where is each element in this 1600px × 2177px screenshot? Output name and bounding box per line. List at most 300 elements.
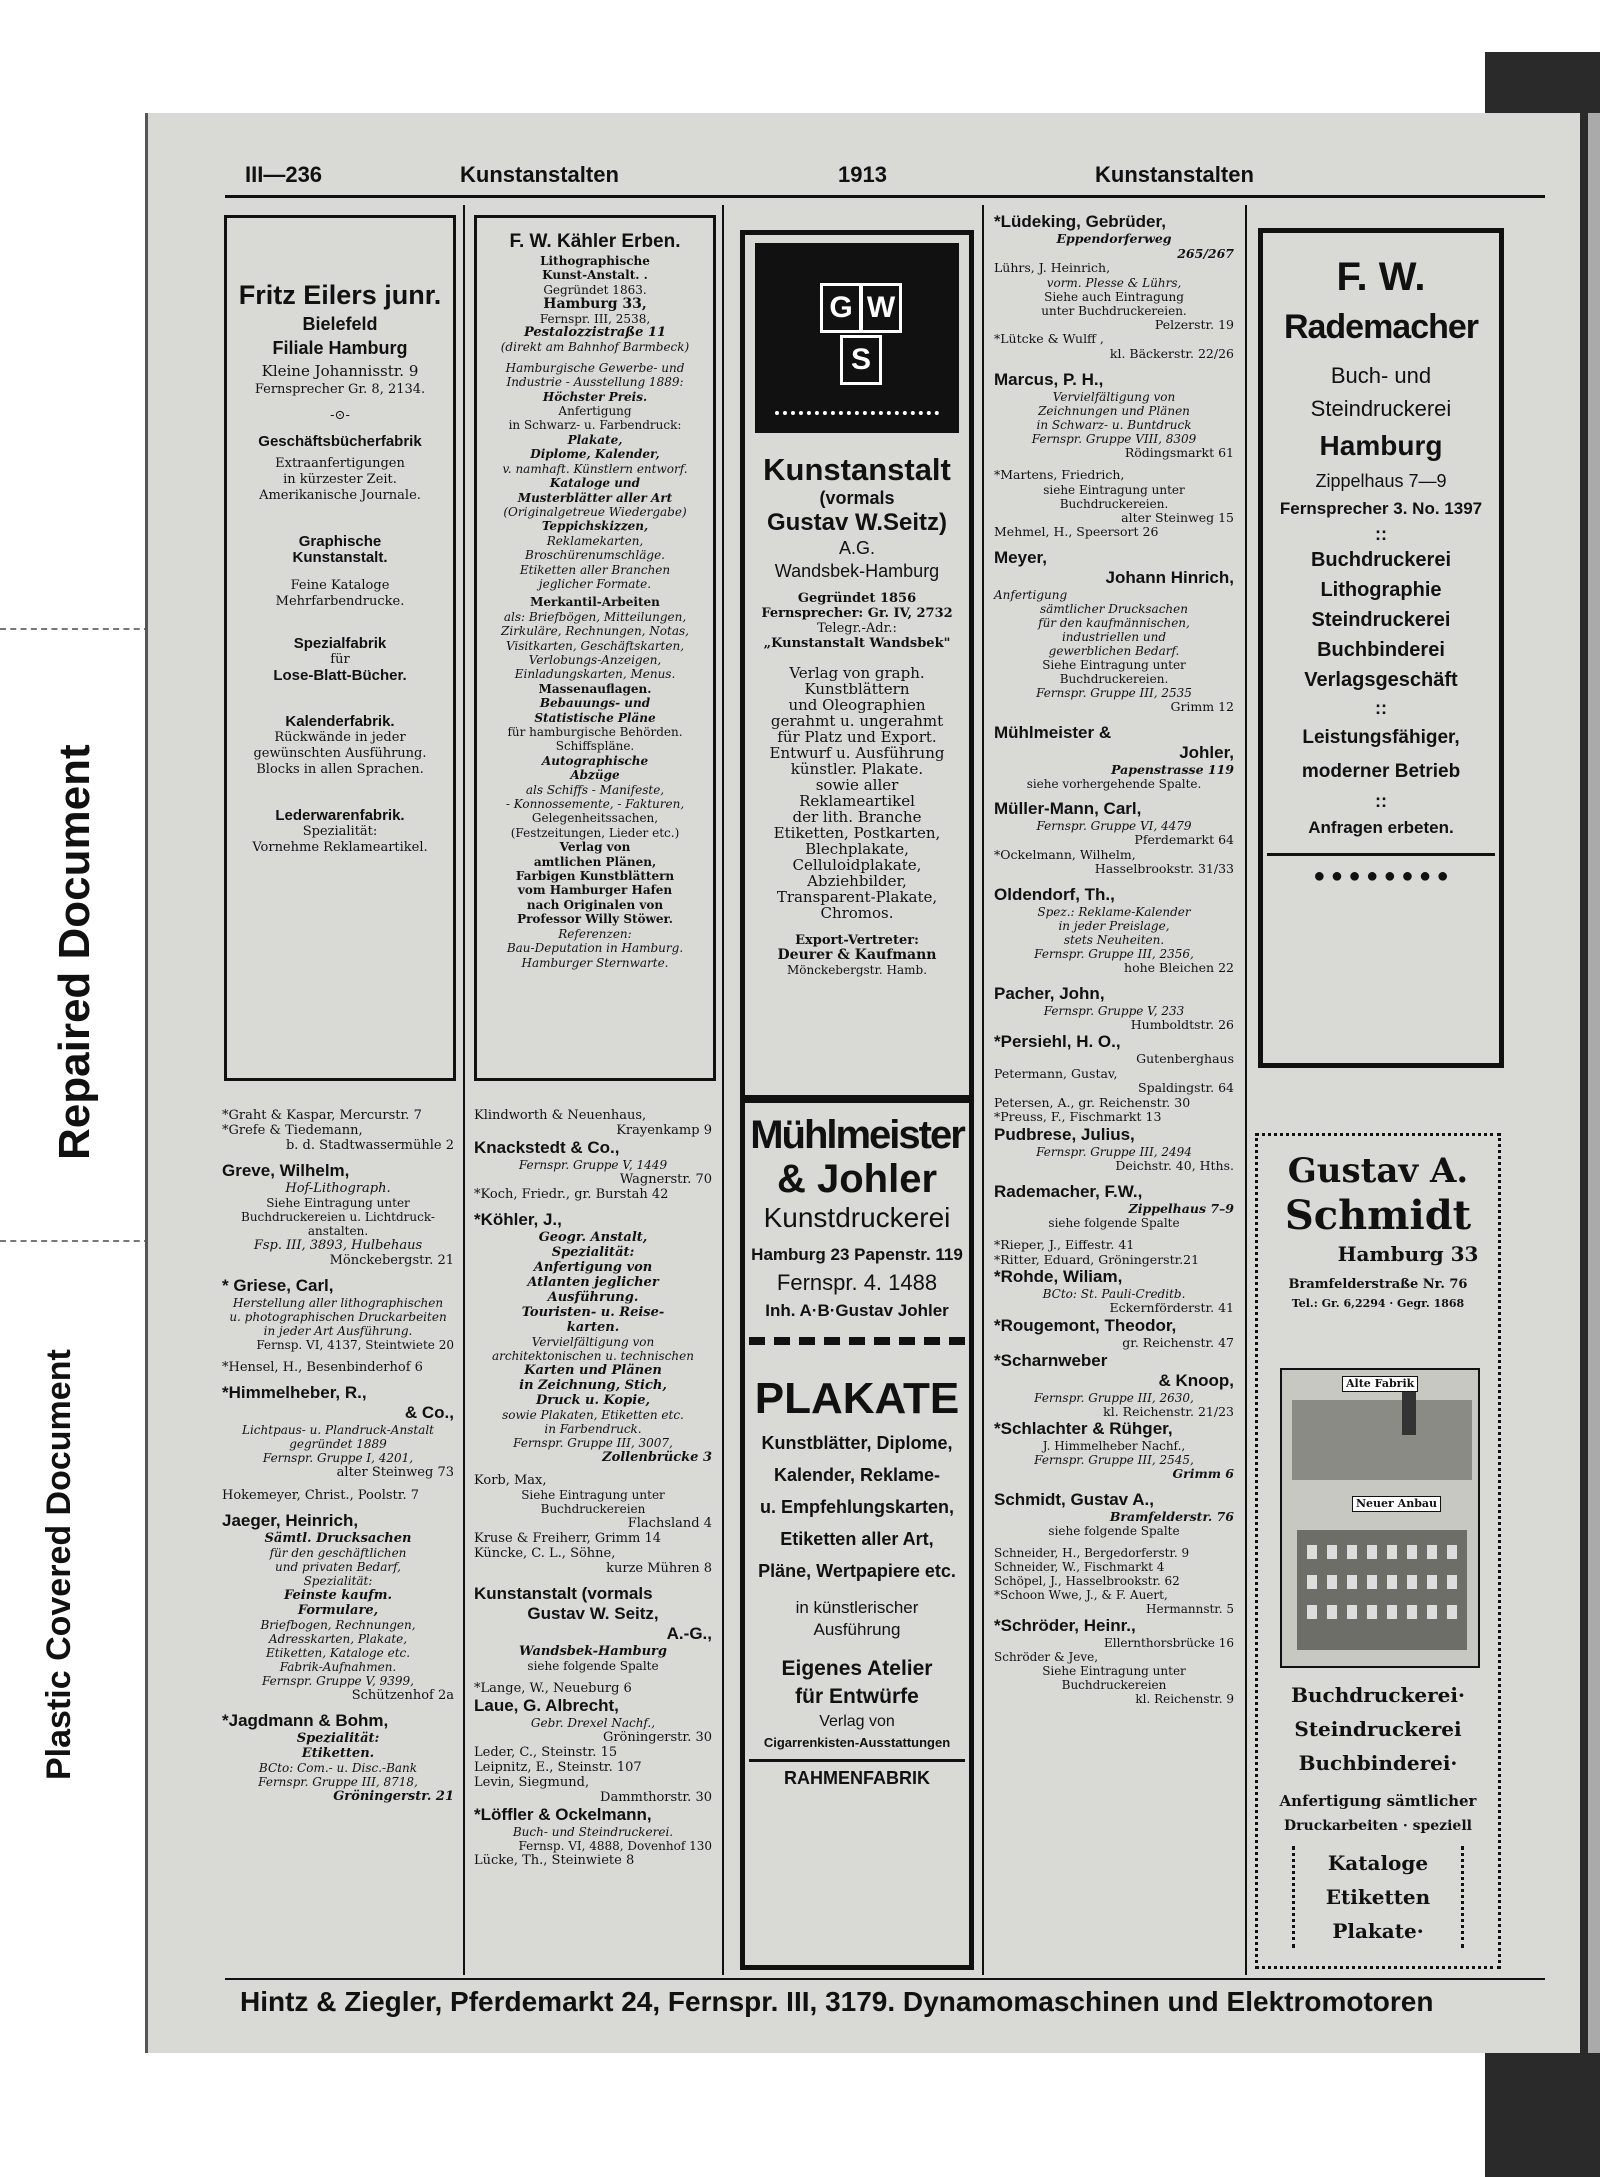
ad-text: Kalenderfabrik. [285, 713, 395, 730]
list-item: Hof-Lithograph. [285, 1181, 391, 1196]
list-item: in Schwarz- u. Buntdruck [1036, 417, 1192, 432]
listing-column-4 [994, 212, 1234, 1706]
ad-title: Gustav A. [1287, 1151, 1469, 1191]
illustration-label: Neuer Anbau [1352, 1496, 1441, 1512]
ad-text: Transparent-Plakate, [776, 888, 938, 906]
list-item: Schützenhof 2a [351, 1688, 454, 1703]
list-item: Fernspr. Gruppe III, 2356, [1034, 946, 1194, 961]
ad-text: Verlag von graph. [789, 664, 925, 682]
list-item: Fabrik-Aufnahmen. [279, 1660, 397, 1674]
list-item: Gutenberghaus [1136, 1051, 1234, 1067]
ad-text: Bielefeld [302, 314, 378, 334]
ad-text: für Entwürfe [795, 1685, 919, 1708]
ad-text: Referenzen: [558, 926, 632, 941]
listing-name: *Lüdeking, Gebrüder, [994, 212, 1166, 231]
list-item: siehe folgende Spalte [1048, 1524, 1180, 1539]
divider [0, 1240, 150, 1242]
list-item: Humboldtstr. 26 [1130, 1016, 1234, 1032]
list-item: Fernspr. Gruppe III, 2535 [1036, 685, 1192, 700]
list-item: Zollenbrücke 3 [602, 1450, 712, 1465]
listing-column-2 [474, 1108, 712, 1868]
list-item: Siehe Eintragung unter [1042, 657, 1186, 672]
list-item: industriellen und [1061, 629, 1167, 644]
listing-name: Müller-Mann, Carl, [994, 799, 1142, 819]
listing-name: *Schlachter & Rühger, [994, 1419, 1173, 1439]
ad-text: Kataloge [1327, 1851, 1429, 1875]
ad-text: Blechplakate, [805, 840, 909, 858]
ad-kunstanstalt-seitz [740, 230, 974, 1100]
list-item: Vervielfältigung von [531, 1335, 655, 1349]
list-item: Druck u. Kopie, [535, 1393, 651, 1408]
list-item: Fernsp. VI, 4137, Steintwiete 20 [256, 1338, 454, 1352]
ad-text: Inh. A·B·Gustav Johler [765, 1301, 949, 1320]
list-item: *Rieper, J., Eiffestr. 41 [994, 1237, 1135, 1253]
ad-text: Gustav W.Seitz) [766, 509, 948, 536]
ad-text: als: Briefbögen, Mitteilungen, [503, 609, 687, 624]
ad-text: vom Hamburger Hafen [517, 883, 673, 898]
ad-text: Celluloidplakate, [792, 856, 922, 874]
list-item: hohe Bleichen 22 [1124, 959, 1234, 975]
listing-name: Oldendorf, Th., [994, 884, 1115, 904]
list-item: alter Steinweg 73 [336, 1465, 454, 1480]
list-item: Papenstrasse 119 [1111, 761, 1234, 777]
list-item: Flachsland 4 [627, 1516, 712, 1531]
list-item: Fernspr. Gruppe VIII, 8309 [1031, 431, 1197, 446]
ad-text: Buchdruckerei [1310, 549, 1452, 571]
list-item: BCto: Com.- u. Disc.-Bank [258, 1761, 418, 1775]
list-item: Gustav W. Seitz, [527, 1604, 659, 1623]
listing-name: *Jagdmann & Bohm, [222, 1711, 389, 1730]
ad-text: Export-Vertreter: [795, 933, 919, 948]
list-item: Schröder & Jeve, [994, 1650, 1099, 1665]
ad-text: Plakate· [1332, 1919, 1424, 1943]
ad-text: Kunstanstalt. [292, 549, 388, 566]
ad-text: (direkt am Bahnhof Barmbeck) [500, 340, 690, 355]
side-strip [0, 0, 150, 2177]
list-item: Formulare, [297, 1603, 379, 1618]
logo-ornament [775, 411, 939, 423]
listing-name: *Rohde, Wiliam, [994, 1267, 1123, 1287]
list-item: siehe vorhergehende Spalte. [1026, 777, 1202, 792]
page-edge [1588, 113, 1600, 2053]
list-item: *Ockelmann, Wilhelm, [994, 846, 1136, 862]
list-item: Buchdruckereien. [1059, 671, 1169, 686]
ad-text: „Kunstanstalt Wandsbek" [763, 636, 951, 651]
list-item: Petersen, A., gr. Reichenstr. 30 [994, 1094, 1191, 1110]
ad-text: und Oleographien [788, 696, 926, 714]
ad-text: Deurer & Kaufmann [777, 947, 937, 963]
list-item: Vervielfältigung von [1052, 389, 1176, 404]
list-item: unter Buchdruckereien. [1041, 303, 1187, 318]
ad-text: Kunst-Anstalt. . [542, 268, 648, 283]
ad-text: Höchster Preis. [542, 389, 648, 404]
list-item: Siehe auch Eintragung [1044, 289, 1184, 304]
ad-text: & Johler [776, 1157, 938, 1201]
ad-text: :: [1375, 791, 1387, 811]
ad-text: gerahmt u. ungerahmt [770, 712, 944, 730]
ad-text: RAHMENFABRIK [749, 1759, 965, 1794]
listing-column-1 [222, 1108, 454, 1804]
ad-text: Gegründet 1856 [797, 591, 917, 606]
listing-name: *Himmelheber, R., [222, 1383, 367, 1402]
list-item: Geogr. Anstalt, [538, 1230, 648, 1245]
ad-text: Kunstdruckerei [763, 1202, 951, 1233]
ad-text: Zirkuläre, Rechnungen, Notas, [501, 624, 689, 639]
ad-text: sowie aller [815, 776, 899, 794]
list-item: Leder, C., Steinstr. 15 [474, 1745, 618, 1760]
ad-text: für hamburgische Behörden. [507, 725, 683, 739]
ad-text: Pestalozzistraße 11 [523, 325, 667, 341]
ad-text: als Schiffs - Manifeste, [525, 782, 665, 797]
list-item: Gröningerstr. 30 [602, 1730, 712, 1745]
list-item: Schneider, W., Fischmarkt 4 [994, 1560, 1165, 1575]
ad-text: Entwurf u. Ausführung [769, 744, 945, 762]
list-item: Touristen- u. Reise- [521, 1305, 665, 1320]
ad-text: Vornehme Reklameartikel. [252, 840, 428, 855]
ad-text: Eigenes Atelier [781, 1657, 933, 1680]
list-item: gr. Reichenstr. 47 [1122, 1335, 1234, 1351]
ad-text: Verlag von [559, 840, 631, 855]
ad-text: Teppichskizzen, [541, 519, 649, 534]
list-item: Bramfelderstr. 76 [1109, 1508, 1234, 1524]
list-item: *Grefe & Tiedemann, [222, 1123, 363, 1138]
list-item: Spaldingstr. 64 [1138, 1080, 1234, 1096]
ad-text: Professor Willy Stöwer. [517, 912, 673, 927]
listing-name: Greve, Wilhelm, [222, 1161, 350, 1180]
listing-name: Schmidt, Gustav A., [994, 1489, 1154, 1509]
listing-name: *Schröder, Heinr., [994, 1616, 1136, 1636]
listing-name: Mühlmeister & [994, 722, 1112, 742]
header-year: 1913 [838, 162, 887, 187]
list-item: gegründet 1889 [289, 1437, 387, 1451]
ad-text: Chromos. [820, 904, 894, 922]
list-item: Spezialität: [303, 1574, 373, 1588]
ad-text: Fernsprecher: Gr. IV, 2732 [761, 606, 953, 621]
ad-text: Mehrfarbendrucke. [275, 594, 405, 609]
ad-text: Schiffspläne. [555, 739, 635, 754]
ad-text: Cigarrenkisten-Ausstattungen [763, 1735, 951, 1750]
ad-text: Mönckebergstr. Hamb. [786, 963, 928, 977]
ad-text: Graphische [298, 533, 382, 550]
listing-name: Kunstanstalt (vormals [474, 1584, 653, 1603]
list-item: Zeichnungen und Plänen [1038, 403, 1190, 418]
ad-text: Lederwarenfabrik. [275, 807, 405, 824]
ornament-border [749, 1337, 965, 1359]
list-item: Fernspr. Gruppe III, 2494 [1036, 1145, 1192, 1160]
list-item: Fsp. III, 3893, Hulbehaus [253, 1238, 423, 1253]
ad-text: Buchdruckerei· [1291, 1683, 1465, 1707]
ad-text: (Festzeitungen, Lieder etc.) [510, 825, 680, 840]
listing-name: *Rougemont, Theodor, [994, 1316, 1177, 1336]
ad-text: Pläne, Wertpapiere etc. [758, 1561, 956, 1581]
ad-text: Hamburg [1319, 430, 1443, 461]
list-item: Küncke, C. L., Söhne, [474, 1546, 616, 1561]
list-item: *Hensel, H., Besenbinderhof 6 [222, 1360, 423, 1375]
ad-text: für Platz und Export. [777, 728, 937, 746]
column-divider [722, 205, 724, 1975]
listing-name: Knackstedt & Co., [474, 1138, 620, 1157]
ad-text: Ausführung [813, 1620, 901, 1639]
list-item: Fernspr. Gruppe VI, 4479 [1036, 819, 1192, 834]
ad-text: Gegründet 1863. [543, 282, 647, 297]
list-item: Rödingsmarkt 61 [1124, 444, 1234, 460]
ad-text: Bramfelderstraße Nr. 76 [1288, 1277, 1468, 1292]
list-item: siehe folgende Spalte [1048, 1216, 1180, 1231]
list-item: Etiketten. [301, 1746, 375, 1761]
ad-text: Merkantil-Arbeiten [530, 595, 660, 610]
ad-text: Autographische [541, 753, 649, 768]
list-item: Feinste kaufm. [283, 1588, 393, 1603]
illustration-label: Alte Fabrik [1342, 1376, 1418, 1392]
list-item: Karten und Plänen [524, 1363, 662, 1378]
ad-text: Geschäftsbücherfabrik [258, 433, 422, 450]
ad-text: Spezialfabrik [293, 635, 387, 652]
list-item: Deichstr. 40, Hths. [1115, 1158, 1234, 1174]
list-item: siehe Eintragung unter [1043, 482, 1185, 497]
list-item: in Zeichnung, Stich, [519, 1378, 667, 1393]
ad-text: amtlichen Plänen, [533, 854, 657, 869]
plastic-label: Plastic Covered Document [40, 1349, 78, 1780]
logo-letter: S [840, 335, 882, 385]
list-item: Eppendorferweg [1056, 231, 1172, 246]
list-item: Dammthorstr. 30 [600, 1790, 712, 1805]
list-item: Zippelhaus 7–9 [1128, 1200, 1234, 1216]
ad-text: -⊙- [330, 408, 350, 423]
list-item: Leipnitz, E., Steinstr. 107 [474, 1760, 642, 1775]
list-item: Atlanten jeglicher [527, 1275, 659, 1290]
list-item: Johler, [1179, 742, 1234, 762]
list-item: Anfertigung von [533, 1260, 653, 1275]
list-item: J. Himmelheber Nachf., [1042, 1439, 1186, 1454]
ornament-dots: ● ● ● ● ● ● ● ● [1267, 853, 1495, 896]
list-item: kl. Reichenstr. 21/23 [1103, 1403, 1234, 1419]
list-item: Lücke, Th., Steinwiete 8 [474, 1853, 635, 1868]
list-item: kurze Mühren 8 [606, 1561, 712, 1576]
ad-text: Diplome, Kalender, [530, 447, 660, 462]
ad-title: Kunstanstalt [763, 452, 951, 487]
list-item: Fernsp. VI, 4888, Dovenhof 130 [518, 1839, 712, 1853]
list-item: *Koch, Friedr., gr. Burstah 42 [474, 1187, 669, 1202]
ad-muhlmeister-johler [740, 1098, 974, 1970]
ad-text: der lith. Branche [792, 808, 922, 826]
list-item: karten. [566, 1320, 620, 1335]
listing-name: Jaeger, Heinrich, [222, 1511, 359, 1530]
list-item: Buchdruckereien. [1059, 496, 1169, 511]
list-item: Mönckebergstr. 21 [329, 1253, 454, 1268]
header-right-title: Kunstanstalten [1095, 162, 1254, 187]
factory-illustration [1280, 1368, 1480, 1668]
listing-name: Pudbrese, Julius, [994, 1125, 1135, 1145]
ad-text: Leistungsfähiger, [1302, 727, 1460, 748]
ad-text: Industrie - Ausstellung 1889: [506, 375, 684, 390]
ad-text: Visitkarten, Geschäftskarten, [505, 638, 685, 653]
list-item: *Schoon Wwe, J., & F. Auert, [994, 1588, 1168, 1603]
list-item: Pferdemarkt 64 [1134, 832, 1234, 848]
footer-advertisement: Hintz & Ziegler, Pferdemarkt 24, Fernspr. III, 3179. Dynamomaschinen und Elektromotoren [240, 1986, 1434, 2017]
ad-text: künstler. Plakate. [790, 760, 924, 778]
listing-name: *Löffler & Ockelmann, [474, 1805, 652, 1824]
column-divider [1245, 205, 1247, 1975]
list-item: Spezialität: [551, 1245, 635, 1260]
list-item: Fernspr. Gruppe III, 2545, [1034, 1453, 1194, 1468]
list-item: Johann Hinrich, [1105, 567, 1234, 587]
ad-text: Bebauungs- und [539, 696, 651, 711]
ad-text: Steindruckerei [1294, 1717, 1462, 1741]
ad-text: - Konnossemente, - Fakturen, [505, 797, 685, 812]
ad-text: Buchbinderei [1317, 639, 1445, 661]
list-item: gewerblichen Bedarf. [1048, 643, 1180, 658]
ad-text: u. Empfehlungskarten, [759, 1497, 955, 1517]
ad-text: Verlagsgeschäft [1304, 669, 1458, 691]
ad-text: Anfertigung sämtlicher [1279, 1792, 1477, 1810]
list-item: Siehe Eintragung unter [266, 1196, 410, 1210]
list-item: Schneider, H., Bergedorferstr. 9 [994, 1546, 1190, 1561]
list-item: Lichtpaus- u. Plandruck-Anstalt [242, 1423, 434, 1437]
list-item: Levin, Siegmund, [474, 1775, 590, 1790]
list-item: A.-G., [666, 1624, 712, 1643]
ad-text: Einladungskarten, Menus. [514, 667, 676, 682]
list-item: BCto: St. Pauli-Creditb. [1042, 1287, 1186, 1302]
ad-title: F. W. Kähler Erben. [509, 231, 681, 252]
ad-text: Etiketten, Postkarten, [773, 824, 941, 842]
ad-text: PLAKATE [754, 1374, 960, 1423]
ad-text: Hamburgische Gewerbe- und [505, 360, 685, 375]
ad-text: v. namhaft. Künstlern entworf. [502, 461, 688, 476]
list-item: & Knoop, [1158, 1370, 1234, 1390]
ad-text: Etiketten [1325, 1885, 1431, 1909]
list-item: alter Steinweg 15 [1121, 509, 1234, 525]
ad-kahler-erben [474, 215, 716, 1081]
column-divider [982, 205, 984, 1975]
logo-letter: W [860, 283, 902, 333]
ad-rademacher [1258, 228, 1504, 1068]
ad-text: Anfertigung [558, 404, 632, 419]
list-item: Kruse & Freiherr, Grimm 14 [474, 1531, 662, 1546]
ad-text: Lithographie [1320, 579, 1442, 601]
ad-text: :: [1375, 524, 1387, 544]
repaired-label: Repaired Document [50, 744, 99, 1160]
ad-text: Amerikanische Journale. [259, 488, 421, 503]
list-item: *Lütcke & Wulff , [994, 331, 1104, 347]
ad-text: Druckarbeiten · speziell [1284, 1818, 1472, 1834]
ad-text: moderner Betrieb [1301, 761, 1461, 782]
list-item: Grimm 12 [1170, 698, 1234, 714]
list-item: anstalten. [307, 1224, 369, 1238]
seitz-logo-block [755, 243, 959, 433]
ad-text: jeglicher Formate. [538, 576, 652, 591]
ad-text: in kürzester Zeit. [283, 472, 397, 487]
list-item: architektonischen u. technischen [492, 1349, 694, 1363]
list-item: *Ritter, Eduard, Gröningerstr.21 [994, 1251, 1200, 1267]
listing-name: Meyer, [994, 547, 1047, 567]
list-item: Klindworth & Neuenhaus, [474, 1108, 647, 1123]
listing-name: Laue, G. Albrecht, [474, 1696, 619, 1715]
header-rule [225, 195, 1545, 198]
ad-text: Etiketten aller Branchen [519, 562, 671, 577]
ad-text: :: [1375, 698, 1387, 718]
page-number: III—236 [245, 162, 323, 187]
list-item: Pelzerstr. 19 [1154, 316, 1234, 332]
list-item: *Preuss, F., Fischmarkt 13 [994, 1109, 1162, 1125]
ad-text: Steindruckerei [1310, 396, 1452, 421]
ad-text: Fernspr. 4. 1488 [776, 1270, 938, 1295]
ad-text: Etiketten aller Art, [780, 1529, 934, 1549]
list-item: vorm. Plesse & Lührs, [1046, 275, 1182, 290]
list-item: Wandsbek-Hamburg [519, 1644, 667, 1659]
list-item: & Co., [404, 1403, 454, 1422]
list-item: Buchdruckereien u. Lichtdruck- [241, 1210, 435, 1224]
ad-text: A.G. [838, 538, 875, 558]
list-item: Buchdruckereien [540, 1502, 646, 1516]
ad-text: in künstlerischer [795, 1598, 919, 1617]
ad-text: Hamburg 33 [1337, 1242, 1479, 1266]
list-item: Anfertigung [994, 587, 1068, 602]
ad-text: Blocks in allen Sprachen. [256, 762, 424, 777]
ad-text: Rademacher [1283, 308, 1479, 346]
list-item: Adresskarten, Plakate, [268, 1632, 408, 1646]
list-item: in jeder Art Ausführung. [263, 1324, 413, 1338]
list-item: Herstellung aller lithographischen [232, 1296, 444, 1310]
list-item: Fernspr. Gruppe I, 4201, [262, 1451, 414, 1465]
ad-text: nach Originalen von [526, 897, 664, 912]
list-item: Lührs, J. Heinrich, [994, 260, 1111, 276]
ad-text: Hamburg 33, [543, 296, 647, 313]
listing-name: Rademacher, F.W., [994, 1181, 1143, 1201]
list-item: Fernspr. Gruppe III, 8718, [258, 1775, 418, 1789]
ad-text: Anfragen erbeten. [1308, 818, 1454, 837]
list-item: Gröningerstr. 21 [333, 1789, 454, 1804]
ad-text: in Schwarz- u. Farbendruck: [508, 418, 682, 433]
ad-gustav-schmidt [1255, 1133, 1501, 1969]
ad-text: Massenauflagen. [538, 681, 652, 696]
list-item: Mehmel, H., Speersort 26 [994, 524, 1159, 540]
list-item: Fernspr. Gruppe V, 9399, [261, 1674, 414, 1688]
list-item: Krayenkamp 9 [616, 1123, 712, 1138]
list-item: *Lange, W., Neueburg 6 [474, 1681, 632, 1696]
list-item: *Graht & Kaspar, Mercurstr. 7 [222, 1108, 422, 1123]
ad-title: Fritz Eilers junr. [238, 280, 442, 310]
listing-name: Marcus, P. H., [994, 369, 1104, 389]
listing-name: * Griese, Carl, [222, 1276, 334, 1295]
ad-text: Buch- und [1330, 363, 1432, 388]
list-item: Buchdruckereien [1061, 1678, 1167, 1693]
ad-text: Verlag von [819, 1713, 895, 1730]
ad-title: F. W. [1336, 255, 1426, 299]
ad-text: Filiale Hamburg [272, 338, 408, 358]
ad-text: Reklameartikel [799, 792, 915, 810]
ad-text: Kunstblättern [804, 680, 910, 698]
ad-text: Abzüge [570, 768, 620, 783]
list-item: für den kaufmännischen, [1038, 615, 1190, 630]
ad-text: Extraanfertigungen [275, 456, 405, 471]
list-item: kl. Bäckerstr. 22/26 [1109, 345, 1234, 361]
list-item: Wagnerstr. 70 [619, 1172, 712, 1187]
ad-text: Fernsprecher Gr. 8, 2134. [254, 382, 426, 397]
list-item: Briefbogen, Rechnungen, [260, 1618, 416, 1632]
list-item: in jeder Preislage, [1058, 918, 1170, 933]
ad-text: Feine Kataloge [290, 578, 390, 593]
list-item: Grimm 6 [1172, 1466, 1234, 1482]
ad-text: Buchbinderei· [1298, 1751, 1458, 1775]
ad-text: Abziehbilder, [807, 872, 907, 890]
list-item: Schöpel, J., Hasselbrookstr. 62 [994, 1574, 1180, 1589]
ad-title: Mühlmeister [750, 1113, 964, 1157]
footer-rule [225, 1978, 1545, 1980]
list-item: Petermann, Gustav, [994, 1065, 1118, 1081]
ad-text: Lose-Blatt-Bücher. [273, 667, 407, 684]
ad-text: (vormals [819, 488, 895, 508]
list-item: u. photographischen Druckarbeiten [229, 1310, 447, 1324]
